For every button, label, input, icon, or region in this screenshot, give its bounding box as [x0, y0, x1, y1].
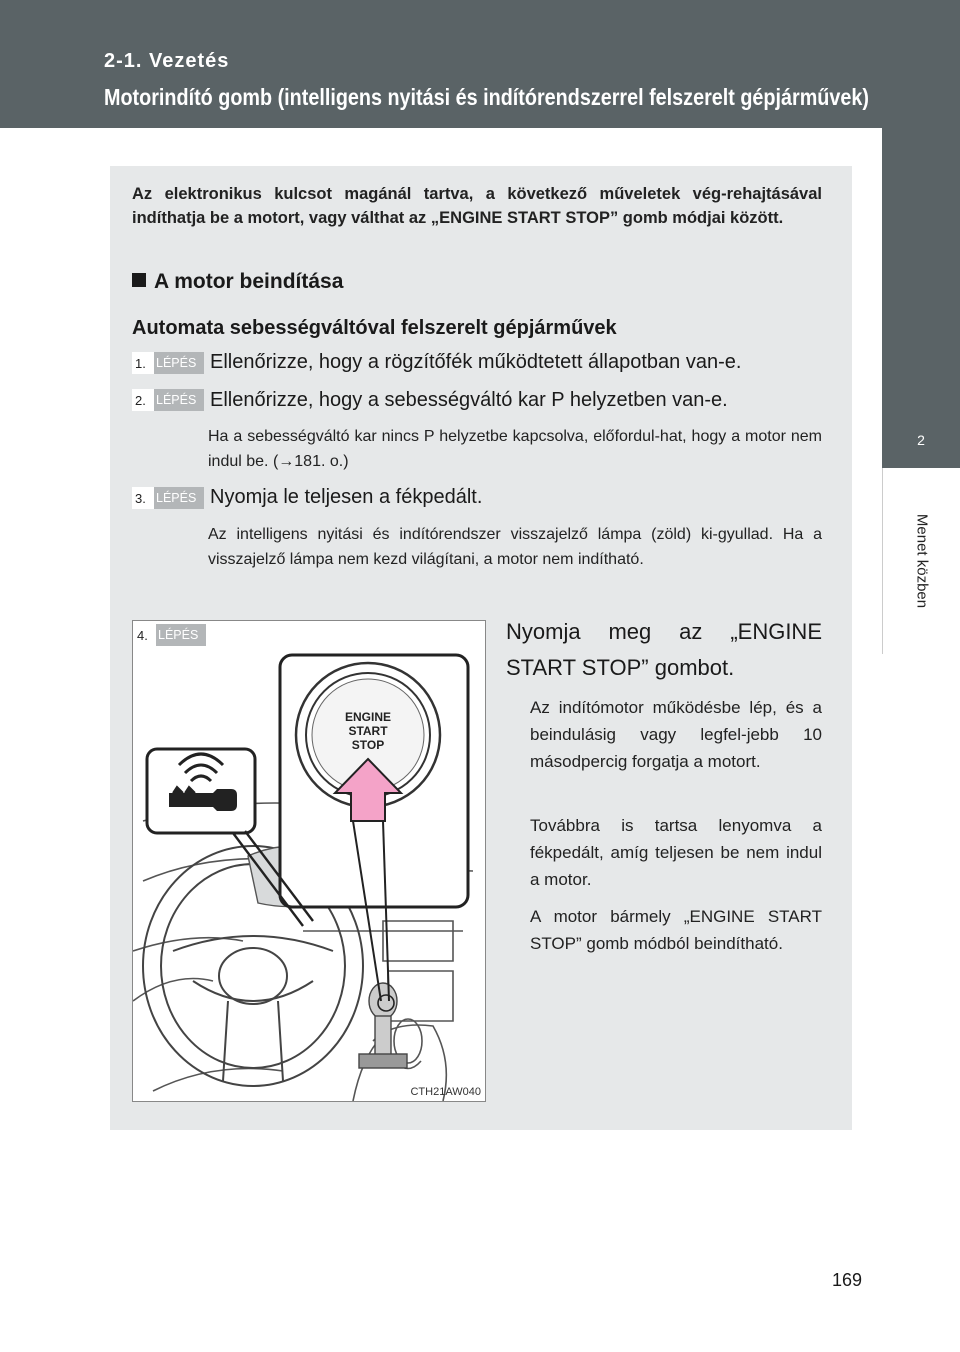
step-2-tag [132, 389, 204, 411]
step-4-text: Nyomja meg az „ENGINE START STOP” gombot. [506, 619, 822, 680]
chapter-tab [882, 388, 960, 468]
chapter-label: Menet közben [913, 513, 931, 609]
step-number: 1. [132, 352, 154, 374]
step-3-text: Nyomja le teljesen a fékpedált. [210, 486, 483, 508]
chapter-number: 2 [917, 432, 925, 448]
step-label: LÉPÉS [156, 356, 197, 370]
side-tab-strip [882, 128, 960, 388]
step-4-note-3: A motor bármely „ENGINE START STOP” gomb módból beindítható. [530, 907, 822, 953]
chapter-label-box [882, 468, 960, 654]
subheading [132, 270, 343, 294]
subheading-transmission: Automata sebességváltóval felszerelt gépjárművek [132, 317, 617, 339]
step-label: LÉPÉS [156, 491, 197, 505]
button-text-stop: STOP [351, 738, 385, 752]
subheading-text: A motor beindítása [154, 270, 344, 293]
button-text-start: START [348, 724, 388, 738]
step-4-note-2: Továbbra is tartsa lenyomva a fékpedált, amíg teljesen be nem indul a motor. [530, 816, 822, 889]
page-title: Motorindító gomb (intelligens nyitási és indítórendszerrel felszerelt gépjárművek) [104, 84, 869, 110]
square-bullet-icon [132, 273, 146, 287]
step-4-tag [134, 624, 206, 646]
step-2-note: Ha a sebességváltó kar nincs P helyzetbe kapcsolva, előfordul-hat, hogy a motor nem indul be. (→181. o.) [208, 428, 822, 470]
step-1-tag [132, 352, 204, 374]
step-label: LÉPÉS [156, 393, 197, 407]
step-4-note-1: Az indítómotor működésbe lép, és a beindulásig vagy legfel-jebb 10 másodpercig forgatja a motort. [530, 698, 822, 771]
button-text-engine: ENGINE [344, 710, 392, 724]
page-number: 169 [832, 1270, 863, 1290]
step-number: 3. [132, 487, 154, 509]
step-2-text: Ellenőrizze, hogy a sebességváltó kar P helyzetben van-e. [210, 389, 728, 411]
step-3-note: Az intelligens nyitási és indítórendszer visszajelző lámpa (zöld) ki-gyullad. Ha a visszajelző lámpa nem kezd világítani, a motor nem indítható. [208, 526, 822, 568]
engine-start-figure [132, 620, 486, 1102]
intro-text: Az elektronikus kulcsot magánál tartva, a következő műveletek vég-rehajtásával indíthatja be a motort, vagy válthat az „ENGINE START STOP” gomb módjai között. [132, 185, 822, 227]
section-label: 2-1. Vezetés [104, 50, 230, 72]
step-3-tag [132, 487, 204, 509]
page-header [0, 0, 960, 128]
figure-code: CTH21AW040 [410, 1086, 481, 1098]
dashboard-illustration [133, 621, 485, 1101]
step-label: LÉPÉS [158, 628, 199, 642]
step-number: 2. [132, 389, 154, 411]
step-1-text: Ellenőrizze, hogy a rögzítőfék működtetett állapotban van-e. [210, 351, 742, 373]
step-number: 4. [134, 624, 156, 646]
